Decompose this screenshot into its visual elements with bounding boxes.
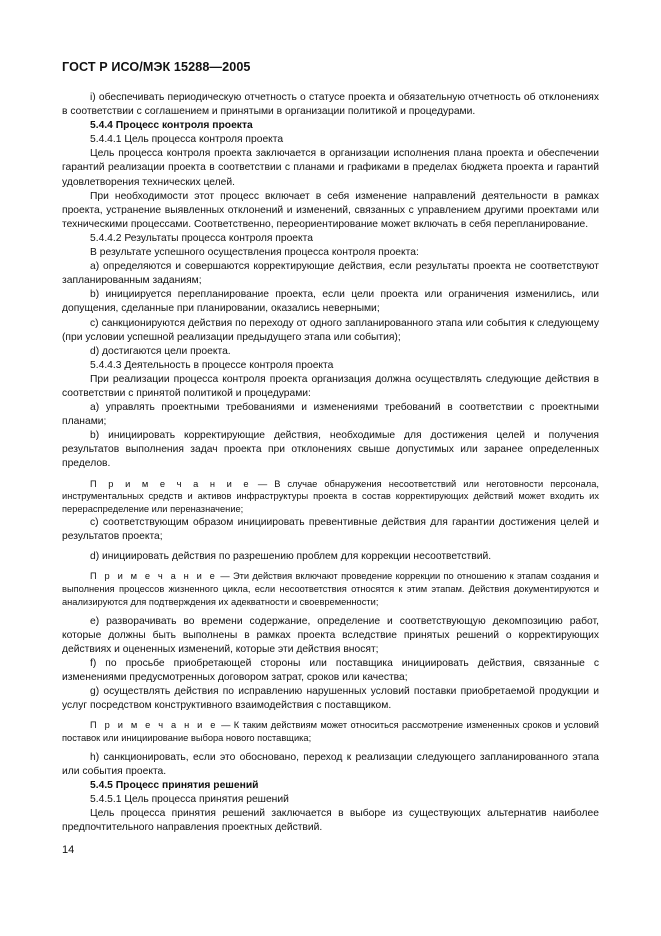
list-item-a: a) определяются и совершаются корректирующие действия, если результаты проекта не соответствуют запланированным заданиям; [62,261,599,287]
note-text: — В случае обнаружения несоответствий или неготовности персонала, инструментальных средств и активов инфраструктуры проекта в состав корректирующих действий может входить их перераспределение или переназначение; [62,478,599,515]
list-item-b: b) инициируется перепланирование проекта, если цели проекта или ограничения изменились, или допущения, сделанные при планировании, оказались неверными; [62,289,599,315]
paragraph: В результате успешного осуществления процесса контроля проекта: [90,247,419,259]
item-i: i) обеспечивать периодическую отчетность о статусе проекта и обязательную отчетность об отклонениях в соответствии с соглашением и принятыми в организации политикой и процедурами. [62,92,599,118]
section-heading-5-4-5: 5.4.5 Процесс принятия решений [90,780,259,792]
list-item-h: h) санкционировать, если это обосновано, переход к реализации следующего запланированного этапа или события проекта. [62,751,599,777]
subsection-heading-5-4-4-3: 5.4.4.3 Деятельность в процессе контроля проекта [90,359,334,371]
list-item-d: d) достигаются цели проекта. [90,345,231,357]
list-item-a: a) управлять проектными требованиями и изменениями требований в соответствии с проектными планами; [62,402,599,428]
note [62,570,599,608]
note-text: — Эти действия включают проведение коррекции по отношению к этапам создания и выполнения процессов жизненного цикла, если несоответствия относятся к этим этапам. Действия документируются и анализируются для подтверждения их адекватности и своевременности; [62,571,599,607]
document-body [62,91,599,835]
note-label: П р и м е ч а н и е [90,720,218,731]
note-label: П р и м е ч а н и е [90,478,251,489]
list-item-c: c) соответствующим образом инициировать превентивные действия для гарантии достижения целей и результатов проекта; [62,516,599,543]
note-label: П р и м е ч а н и е [90,571,218,582]
note [62,719,599,745]
list-item-d: d) инициировать действия по разрешению проблем для коррекции несоответствий. [90,551,492,563]
subsection-heading-5-4-4-2: 5.4.4.2 Результаты процесса контроля проекта [90,232,313,244]
document-header: ГОСТ Р ИСО/МЭК 15288—2005 [62,60,251,74]
paragraph: При реализации процесса контроля проекта организация должна осуществлять следующие действия в соответствии с принятой политикой и процедурами: [62,373,599,399]
section-heading-5-4-4: 5.4.4 Процесс контроля проекта [90,120,253,132]
paragraph: При необходимости этот процесс включает в себя изменение направлений деятельности в рамках проекта, устранение выявленных отклонений и изменений, связанных с управлением другими проектами или техническими процессами. Соответственно, переориентирование может включать в себя перепланирование. [62,190,599,230]
list-item-e: e) разворачивать во времени содержание, определение и соответствующую декомпозицию работ, которые должны быть выполнены в рамках проекта вследствие принятых решений о корректирующих действиях и оцененных изменений, которые эти действия вносят; [62,615,599,655]
subsection-heading-5-4-5-1: 5.4.5.1 Цель процесса принятия решений [90,794,289,806]
note-text: — К таким действиям может относиться рассмотрение измененных сроков и условий поставок или инициирование выбора нового поставщика; [62,720,599,744]
list-item-c: c) санкционируются действия по переходу от одного запланированного этапа или события к следующему (при условии успешной реализации предыдущего этапа или события); [62,317,599,343]
paragraph: Цель процесса контроля проекта заключается в организации исполнения плана проекта и обеспечении гарантий реализации проекта в соответствии с планами и графиками в пределах бюджета проекта и гарантий удовлетворения технических целей. [62,148,599,188]
list-item-g: g) осуществлять действия по исправлению нарушенных условий поставки приобретаемой продукции и услуг посредством конструктивного взаимодействия с поставщиком. [62,686,599,712]
page-number: 14 [62,844,75,856]
note [62,478,599,516]
subsection-heading-5-4-4-1: 5.4.4.1 Цель процесса контроля проекта [90,134,284,146]
list-item-b: b) инициировать корректирующие действия, необходимые для достижения целей и получения результатов выполнения задач проекта при отклонениях свыше допустимых или заранее определенных пределов. [62,430,599,470]
paragraph: Цель процесса принятия решений заключается в выборе из существующих альтернатив наиболее предпочтительного направления проектных действий. [62,808,599,834]
list-item-f: f) по просьбе приобретающей стороны или поставщика инициировать действия, связанные с изменениями предусмотренных договором затрат, сроков или качества; [62,657,599,683]
